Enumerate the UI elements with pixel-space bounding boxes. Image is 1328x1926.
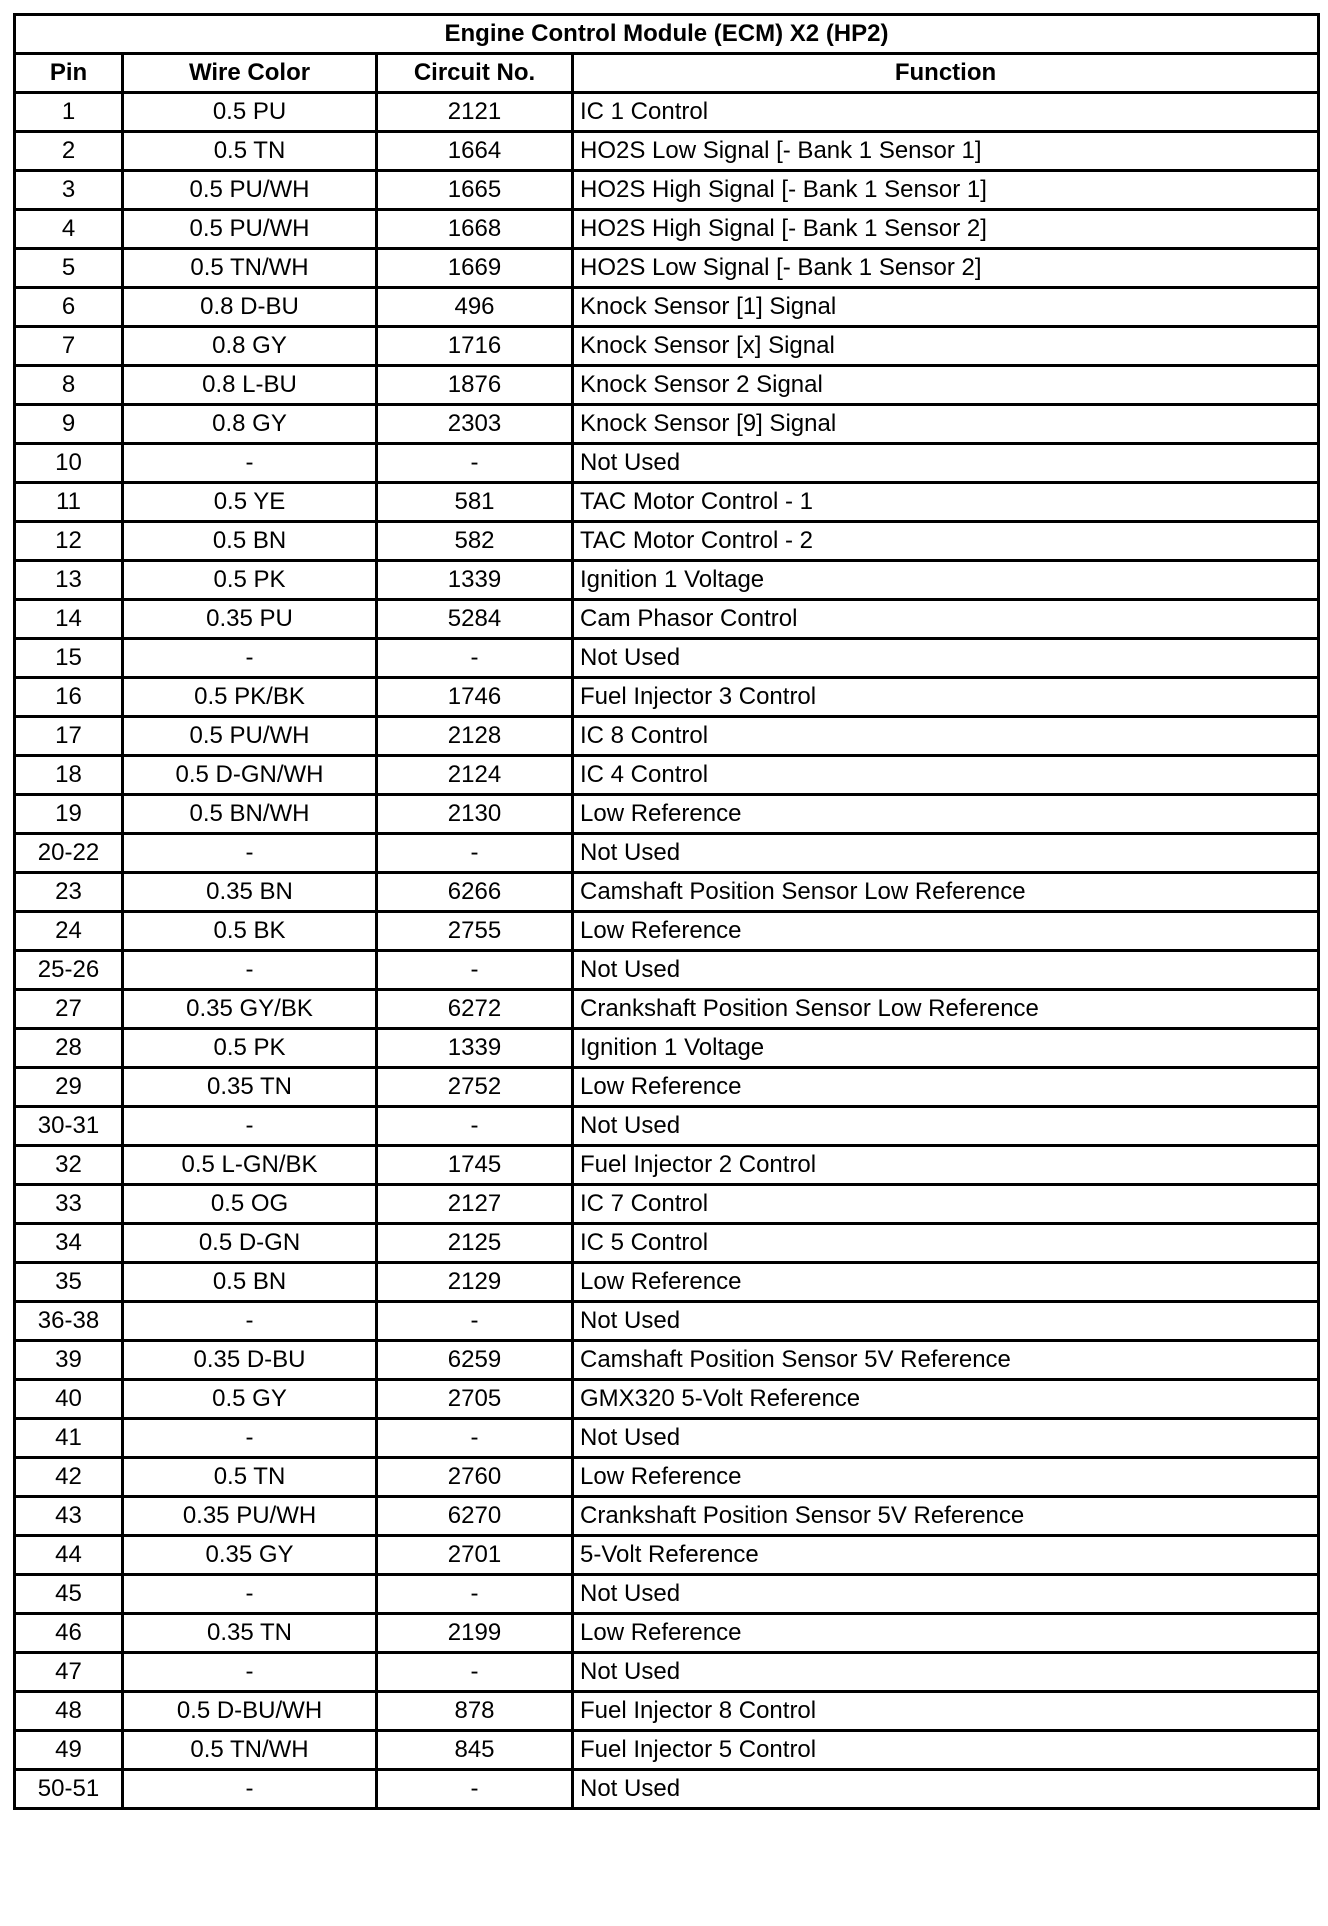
pin-cell: 44 xyxy=(15,1536,123,1575)
function-cell: Not Used xyxy=(573,1575,1319,1614)
wire-color-cell: 0.5 PU/WH xyxy=(123,210,377,249)
table-body xyxy=(15,93,1319,1809)
pin-cell: 32 xyxy=(15,1146,123,1185)
wire-color-cell: - xyxy=(123,1107,377,1146)
wire-color-cell: 0.5 PK xyxy=(123,561,377,600)
pin-cell: 34 xyxy=(15,1224,123,1263)
wire-color-cell: 0.35 TN xyxy=(123,1068,377,1107)
table-row xyxy=(15,1068,1319,1107)
pin-cell: 42 xyxy=(15,1458,123,1497)
pin-cell: 16 xyxy=(15,678,123,717)
table-row xyxy=(15,1185,1319,1224)
circuit-no-cell: 1668 xyxy=(377,210,573,249)
pin-cell: 33 xyxy=(15,1185,123,1224)
function-cell: Low Reference xyxy=(573,1614,1319,1653)
circuit-no-cell: - xyxy=(377,1575,573,1614)
table-row xyxy=(15,639,1319,678)
wire-color-cell: - xyxy=(123,444,377,483)
pin-cell: 6 xyxy=(15,288,123,327)
function-cell: Fuel Injector 5 Control xyxy=(573,1731,1319,1770)
circuit-no-cell: 2128 xyxy=(377,717,573,756)
pin-cell: 20-22 xyxy=(15,834,123,873)
table-row xyxy=(15,1263,1319,1302)
table-row xyxy=(15,366,1319,405)
table-row xyxy=(15,210,1319,249)
table-row xyxy=(15,795,1319,834)
table-row xyxy=(15,561,1319,600)
pin-cell: 9 xyxy=(15,405,123,444)
function-cell: Knock Sensor [1] Signal xyxy=(573,288,1319,327)
circuit-no-cell: 2127 xyxy=(377,1185,573,1224)
pin-cell: 46 xyxy=(15,1614,123,1653)
function-cell: Not Used xyxy=(573,834,1319,873)
function-cell: Not Used xyxy=(573,444,1319,483)
wire-color-cell: - xyxy=(123,834,377,873)
pin-cell: 47 xyxy=(15,1653,123,1692)
pin-cell: 23 xyxy=(15,873,123,912)
pin-cell: 2 xyxy=(15,132,123,171)
circuit-no-cell: - xyxy=(377,1107,573,1146)
circuit-no-cell: - xyxy=(377,444,573,483)
pin-cell: 1 xyxy=(15,93,123,132)
wire-color-cell: 0.5 TN xyxy=(123,132,377,171)
document-page xyxy=(13,13,1317,1810)
table-row xyxy=(15,522,1319,561)
circuit-no-cell: 1876 xyxy=(377,366,573,405)
circuit-no-cell: 2701 xyxy=(377,1536,573,1575)
table-row xyxy=(15,1029,1319,1068)
function-cell: Not Used xyxy=(573,1653,1319,1692)
function-cell: TAC Motor Control - 2 xyxy=(573,522,1319,561)
pinout-table xyxy=(13,13,1320,1810)
header-row xyxy=(15,54,1319,93)
function-cell: Camshaft Position Sensor 5V Reference xyxy=(573,1341,1319,1380)
wire-color-cell: 0.5 BN/WH xyxy=(123,795,377,834)
wire-color-cell: 0.5 PU/WH xyxy=(123,717,377,756)
function-cell: Low Reference xyxy=(573,912,1319,951)
wire-color-cell: 0.5 BK xyxy=(123,912,377,951)
function-cell: Not Used xyxy=(573,1770,1319,1809)
pin-cell: 19 xyxy=(15,795,123,834)
table-row xyxy=(15,600,1319,639)
circuit-no-cell: - xyxy=(377,639,573,678)
table-row xyxy=(15,1224,1319,1263)
function-cell: IC 7 Control xyxy=(573,1185,1319,1224)
table-row xyxy=(15,990,1319,1029)
table-row xyxy=(15,1770,1319,1809)
pin-cell: 10 xyxy=(15,444,123,483)
function-cell: Ignition 1 Voltage xyxy=(573,561,1319,600)
function-cell: Fuel Injector 2 Control xyxy=(573,1146,1319,1185)
wire-color-cell: 0.5 GY xyxy=(123,1380,377,1419)
wire-color-cell: 0.5 TN/WH xyxy=(123,249,377,288)
pin-cell: 25-26 xyxy=(15,951,123,990)
pin-cell: 13 xyxy=(15,561,123,600)
function-cell: Low Reference xyxy=(573,795,1319,834)
table-row xyxy=(15,678,1319,717)
circuit-no-cell: 1746 xyxy=(377,678,573,717)
circuit-no-cell: 2125 xyxy=(377,1224,573,1263)
circuit-no-cell: 6266 xyxy=(377,873,573,912)
pin-cell: 3 xyxy=(15,171,123,210)
circuit-no-cell: - xyxy=(377,1653,573,1692)
table-row xyxy=(15,1146,1319,1185)
function-cell: Knock Sensor 2 Signal xyxy=(573,366,1319,405)
circuit-no-cell: 1664 xyxy=(377,132,573,171)
table-row xyxy=(15,1380,1319,1419)
wire-color-cell: - xyxy=(123,1302,377,1341)
function-cell: Low Reference xyxy=(573,1458,1319,1497)
circuit-no-cell: - xyxy=(377,1770,573,1809)
wire-color-cell: 0.5 D-BU/WH xyxy=(123,1692,377,1731)
circuit-no-cell: 2760 xyxy=(377,1458,573,1497)
header-wire-color: Wire Color xyxy=(123,54,377,93)
wire-color-cell: 0.5 BN xyxy=(123,522,377,561)
circuit-no-cell: - xyxy=(377,1419,573,1458)
function-cell: GMX320 5-Volt Reference xyxy=(573,1380,1319,1419)
table-row xyxy=(15,1692,1319,1731)
pin-cell: 36-38 xyxy=(15,1302,123,1341)
circuit-no-cell: 2121 xyxy=(377,93,573,132)
wire-color-cell: 0.8 D-BU xyxy=(123,288,377,327)
function-cell: Knock Sensor [x] Signal xyxy=(573,327,1319,366)
function-cell: IC 8 Control xyxy=(573,717,1319,756)
table-row xyxy=(15,444,1319,483)
pin-cell: 8 xyxy=(15,366,123,405)
wire-color-cell: 0.5 PU/WH xyxy=(123,171,377,210)
wire-color-cell: - xyxy=(123,1575,377,1614)
pin-cell: 17 xyxy=(15,717,123,756)
circuit-no-cell: 2130 xyxy=(377,795,573,834)
pin-cell: 40 xyxy=(15,1380,123,1419)
header-circuit-no: Circuit No. xyxy=(377,54,573,93)
table-row xyxy=(15,1731,1319,1770)
pin-cell: 11 xyxy=(15,483,123,522)
table-row xyxy=(15,405,1319,444)
circuit-no-cell: 6272 xyxy=(377,990,573,1029)
wire-color-cell: 0.5 D-GN xyxy=(123,1224,377,1263)
function-cell: Crankshaft Position Sensor 5V Reference xyxy=(573,1497,1319,1536)
pin-cell: 50-51 xyxy=(15,1770,123,1809)
pin-cell: 49 xyxy=(15,1731,123,1770)
table-row xyxy=(15,249,1319,288)
table-title: Engine Control Module (ECM) X2 (HP2) xyxy=(15,15,1319,54)
circuit-no-cell: 2705 xyxy=(377,1380,573,1419)
wire-color-cell: 0.35 PU xyxy=(123,600,377,639)
function-cell: 5-Volt Reference xyxy=(573,1536,1319,1575)
circuit-no-cell: 1665 xyxy=(377,171,573,210)
table-row xyxy=(15,1653,1319,1692)
wire-color-cell: 0.35 D-BU xyxy=(123,1341,377,1380)
wire-color-cell: 0.5 L-GN/BK xyxy=(123,1146,377,1185)
pin-cell: 27 xyxy=(15,990,123,1029)
wire-color-cell: 0.35 GY xyxy=(123,1536,377,1575)
wire-color-cell: 0.5 TN/WH xyxy=(123,1731,377,1770)
circuit-no-cell: 2124 xyxy=(377,756,573,795)
pin-cell: 45 xyxy=(15,1575,123,1614)
pin-cell: 28 xyxy=(15,1029,123,1068)
wire-color-cell: 0.8 GY xyxy=(123,405,377,444)
circuit-no-cell: 582 xyxy=(377,522,573,561)
wire-color-cell: 0.5 PU xyxy=(123,93,377,132)
function-cell: Fuel Injector 8 Control xyxy=(573,1692,1319,1731)
table-row xyxy=(15,951,1319,990)
pin-cell: 5 xyxy=(15,249,123,288)
table-row xyxy=(15,912,1319,951)
pin-cell: 41 xyxy=(15,1419,123,1458)
pin-cell: 24 xyxy=(15,912,123,951)
table-row xyxy=(15,1497,1319,1536)
function-cell: Ignition 1 Voltage xyxy=(573,1029,1319,1068)
function-cell: Fuel Injector 3 Control xyxy=(573,678,1319,717)
function-cell: Not Used xyxy=(573,1419,1319,1458)
wire-color-cell: 0.35 PU/WH xyxy=(123,1497,377,1536)
table-row xyxy=(15,1341,1319,1380)
wire-color-cell: 0.5 TN xyxy=(123,1458,377,1497)
function-cell: IC 1 Control xyxy=(573,93,1319,132)
circuit-no-cell: 845 xyxy=(377,1731,573,1770)
title-row xyxy=(15,15,1319,54)
circuit-no-cell: 2752 xyxy=(377,1068,573,1107)
pin-cell: 29 xyxy=(15,1068,123,1107)
wire-color-cell: 0.8 GY xyxy=(123,327,377,366)
circuit-no-cell: 6259 xyxy=(377,1341,573,1380)
wire-color-cell: 0.8 L-BU xyxy=(123,366,377,405)
function-cell: HO2S High Signal [- Bank 1 Sensor 1] xyxy=(573,171,1319,210)
pin-cell: 39 xyxy=(15,1341,123,1380)
circuit-no-cell: - xyxy=(377,951,573,990)
wire-color-cell: 0.5 D-GN/WH xyxy=(123,756,377,795)
circuit-no-cell: 1339 xyxy=(377,1029,573,1068)
table-row xyxy=(15,93,1319,132)
circuit-no-cell: 5284 xyxy=(377,600,573,639)
table-row xyxy=(15,1458,1319,1497)
circuit-no-cell: 1339 xyxy=(377,561,573,600)
wire-color-cell: - xyxy=(123,951,377,990)
wire-color-cell: - xyxy=(123,1770,377,1809)
function-cell: IC 4 Control xyxy=(573,756,1319,795)
function-cell: Camshaft Position Sensor Low Reference xyxy=(573,873,1319,912)
pin-cell: 7 xyxy=(15,327,123,366)
function-cell: HO2S Low Signal [- Bank 1 Sensor 1] xyxy=(573,132,1319,171)
circuit-no-cell: 496 xyxy=(377,288,573,327)
pin-cell: 43 xyxy=(15,1497,123,1536)
function-cell: Low Reference xyxy=(573,1263,1319,1302)
circuit-no-cell: 2303 xyxy=(377,405,573,444)
pin-cell: 4 xyxy=(15,210,123,249)
wire-color-cell: 0.5 OG xyxy=(123,1185,377,1224)
table-row xyxy=(15,327,1319,366)
function-cell: Not Used xyxy=(573,951,1319,990)
wire-color-cell: 0.5 PK xyxy=(123,1029,377,1068)
circuit-no-cell: 2755 xyxy=(377,912,573,951)
circuit-no-cell: 1669 xyxy=(377,249,573,288)
circuit-no-cell: 1745 xyxy=(377,1146,573,1185)
pin-cell: 15 xyxy=(15,639,123,678)
function-cell: Not Used xyxy=(573,639,1319,678)
table-row xyxy=(15,1419,1319,1458)
table-row xyxy=(15,834,1319,873)
wire-color-cell: 0.35 BN xyxy=(123,873,377,912)
table-row xyxy=(15,288,1319,327)
function-cell: Cam Phasor Control xyxy=(573,600,1319,639)
table-row xyxy=(15,1107,1319,1146)
function-cell: Crankshaft Position Sensor Low Reference xyxy=(573,990,1319,1029)
wire-color-cell: 0.5 BN xyxy=(123,1263,377,1302)
table-row xyxy=(15,717,1319,756)
circuit-no-cell: 1716 xyxy=(377,327,573,366)
pin-cell: 18 xyxy=(15,756,123,795)
function-cell: Not Used xyxy=(573,1107,1319,1146)
table-row xyxy=(15,1536,1319,1575)
wire-color-cell: - xyxy=(123,1653,377,1692)
wire-color-cell: - xyxy=(123,639,377,678)
circuit-no-cell: - xyxy=(377,1302,573,1341)
table-row xyxy=(15,483,1319,522)
function-cell: Low Reference xyxy=(573,1068,1319,1107)
header-function: Function xyxy=(573,54,1319,93)
circuit-no-cell: 2129 xyxy=(377,1263,573,1302)
table-row xyxy=(15,1575,1319,1614)
wire-color-cell: 0.5 PK/BK xyxy=(123,678,377,717)
function-cell: IC 5 Control xyxy=(573,1224,1319,1263)
table-row xyxy=(15,756,1319,795)
function-cell: TAC Motor Control - 1 xyxy=(573,483,1319,522)
wire-color-cell: 0.35 TN xyxy=(123,1614,377,1653)
circuit-no-cell: 581 xyxy=(377,483,573,522)
table-row xyxy=(15,171,1319,210)
wire-color-cell: 0.5 YE xyxy=(123,483,377,522)
table-row xyxy=(15,1302,1319,1341)
pin-cell: 30-31 xyxy=(15,1107,123,1146)
function-cell: HO2S Low Signal [- Bank 1 Sensor 2] xyxy=(573,249,1319,288)
pin-cell: 12 xyxy=(15,522,123,561)
pin-cell: 35 xyxy=(15,1263,123,1302)
function-cell: Not Used xyxy=(573,1302,1319,1341)
wire-color-cell: - xyxy=(123,1419,377,1458)
table-row xyxy=(15,873,1319,912)
pin-cell: 14 xyxy=(15,600,123,639)
circuit-no-cell: 878 xyxy=(377,1692,573,1731)
table-row xyxy=(15,132,1319,171)
circuit-no-cell: 6270 xyxy=(377,1497,573,1536)
circuit-no-cell: - xyxy=(377,834,573,873)
pin-cell: 48 xyxy=(15,1692,123,1731)
wire-color-cell: 0.35 GY/BK xyxy=(123,990,377,1029)
header-pin: Pin xyxy=(15,54,123,93)
circuit-no-cell: 2199 xyxy=(377,1614,573,1653)
function-cell: Knock Sensor [9] Signal xyxy=(573,405,1319,444)
table-row xyxy=(15,1614,1319,1653)
function-cell: HO2S High Signal [- Bank 1 Sensor 2] xyxy=(573,210,1319,249)
